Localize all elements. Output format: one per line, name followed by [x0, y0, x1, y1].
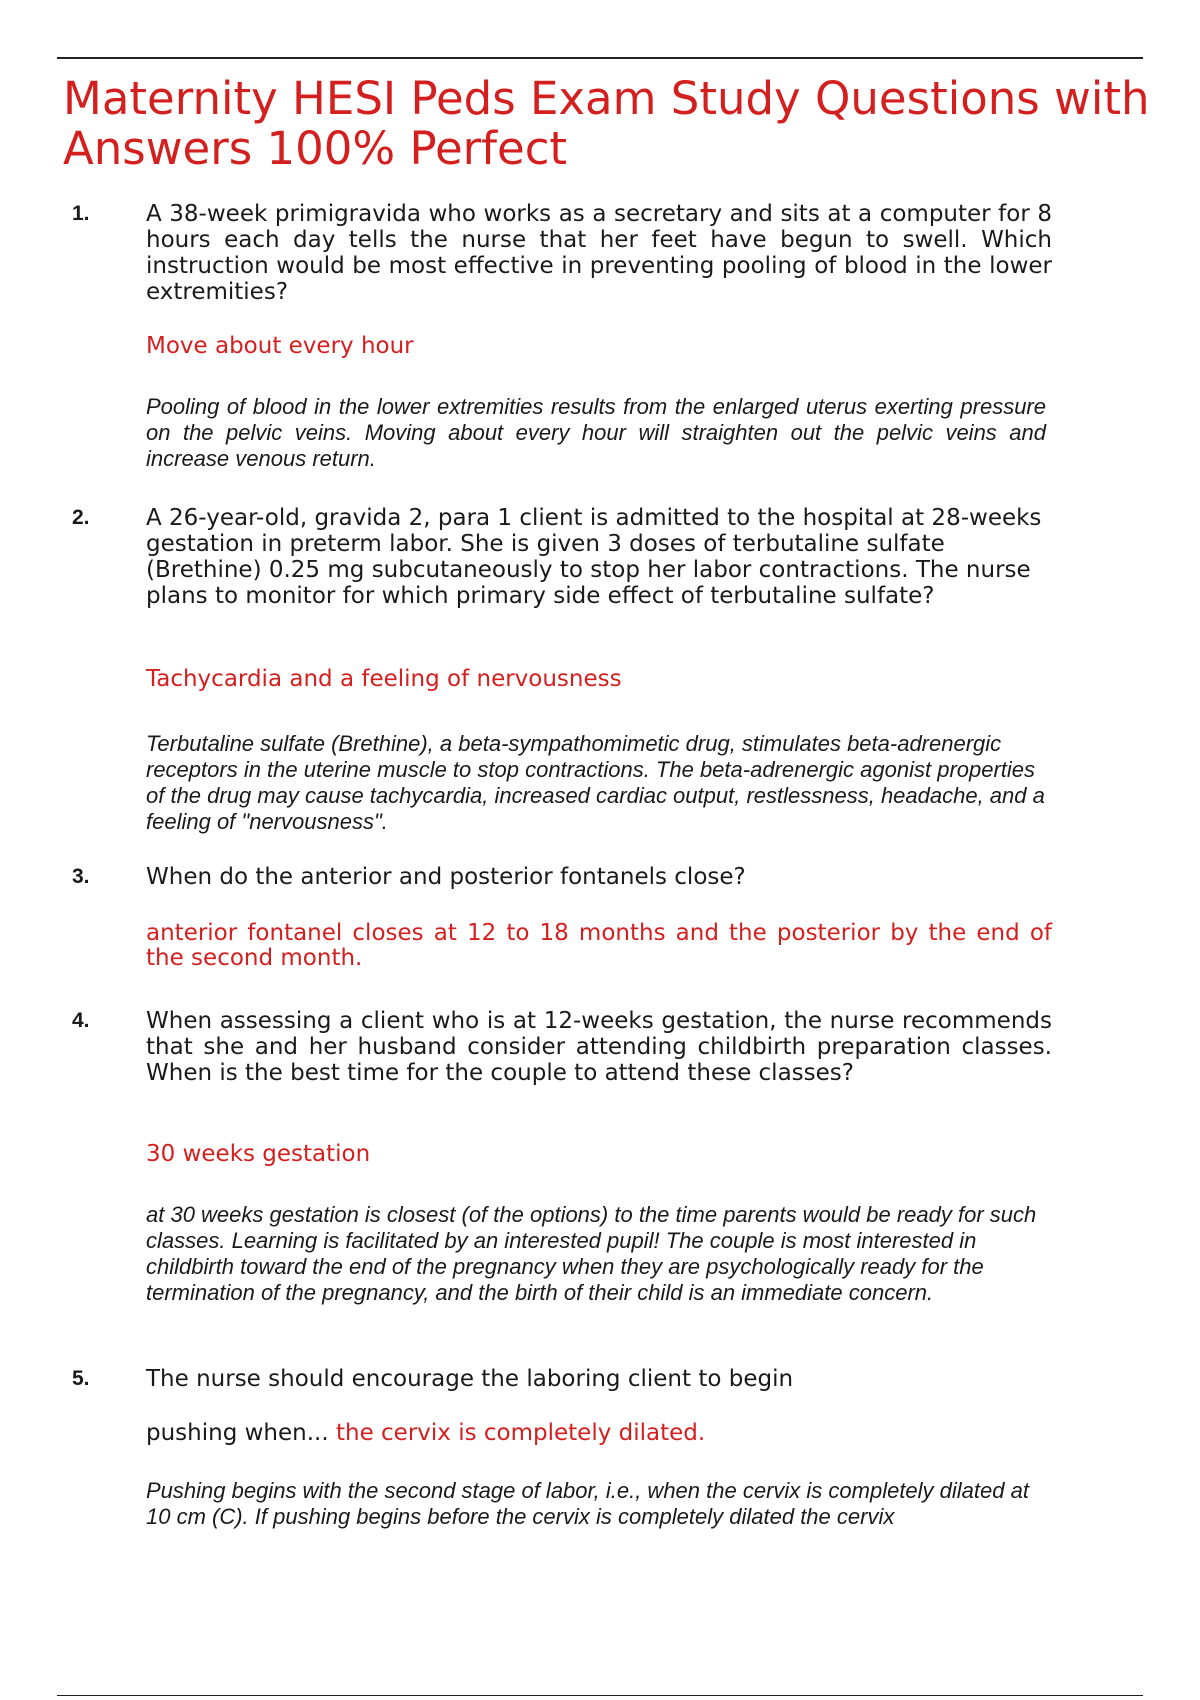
- answer-text: the cervix is completely dilated.: [335, 1420, 706, 1446]
- question-number: 4.: [72, 1009, 90, 1032]
- question-text: When assessing a client who is at 12-weeks gestation, the nurse recommends that she and her husband consider attending childbirth preparation classes. When is the best time for the couple to attend these classes?: [146, 1008, 1052, 1086]
- explanation-text: Pushing begins with the second stage of labor, i.e., when the cervix is completely dilated at 10 cm (C). If pushing begins before the cervix is completely dilated the cervix: [146, 1478, 1029, 1529]
- question-continuation: [146, 1420, 1052, 1446]
- question-text: When do the anterior and posterior fontanels close?: [146, 864, 746, 890]
- document-title: Maternity HESI Peds Exam Study Questions with Answers 100% Perfect: [63, 72, 1150, 175]
- question-number: 2.: [72, 506, 90, 529]
- footer-rule: [57, 1695, 1143, 1696]
- question-number: 5.: [72, 1367, 90, 1390]
- answer-text: Move about every hour: [146, 333, 414, 359]
- question-text: The nurse should encourage the laboring client to begin: [146, 1366, 794, 1392]
- question-text: A 38-week primigravida who works as a secretary and sits at a computer for 8 hours each day tells the nurse that her feet have begun to swell. Which instruction would be most effective in preventing pooling of blood in the lower extremities?: [146, 201, 1052, 305]
- header-rule: [57, 57, 1143, 59]
- answer-text: 30 weeks gestation: [146, 1141, 371, 1167]
- answer-text: Tachycardia and a feeling of nervousness: [146, 666, 622, 692]
- question-continuation-text: pushing when...: [146, 1420, 329, 1446]
- explanation-text: Terbutaline sulfate (Brethine), a beta-sympathomimetic drug, stimulates beta-adrenergic receptors in the uterine muscle to stop contractions. The beta-adrenergic agonist properties of the drug may cause tachycardia, increased cardiac output, restlessness, headache, and a feeling of "nervousness".: [146, 731, 1045, 834]
- explanation-text: at 30 weeks gestation is closest (of the options) to the time parents would be ready for such classes. Learning is facilitated by an interested pupil! The couple is most interested in childbirth toward the end of the pregnancy when they are psychologically ready for the termination of the pregnancy, and the birth of their child is an immediate concern.: [146, 1202, 1037, 1305]
- answer-text: anterior fontanel closes at 12 to 18 months and the posterior by the end of the second month.: [146, 920, 1052, 971]
- question-number: 1.: [72, 202, 90, 225]
- question-text: A 26-year-old, gravida 2, para 1 client is admitted to the hospital at 28-weeks gestation in preterm labor. She is given 3 doses of terbutaline sulfate (Brethine) 0.25 mg subcutaneously to stop her labor contractions. The nurse plans to monitor for which primary side effect of terbutaline sulfate?: [146, 505, 1042, 609]
- question-number: 3.: [72, 865, 90, 888]
- explanation-text: Pooling of blood in the lower extremities results from the enlarged uterus exerting pressure on the pelvic veins. Moving about every hour will straighten out the pelvic veins and increase venous return.: [146, 394, 1046, 471]
